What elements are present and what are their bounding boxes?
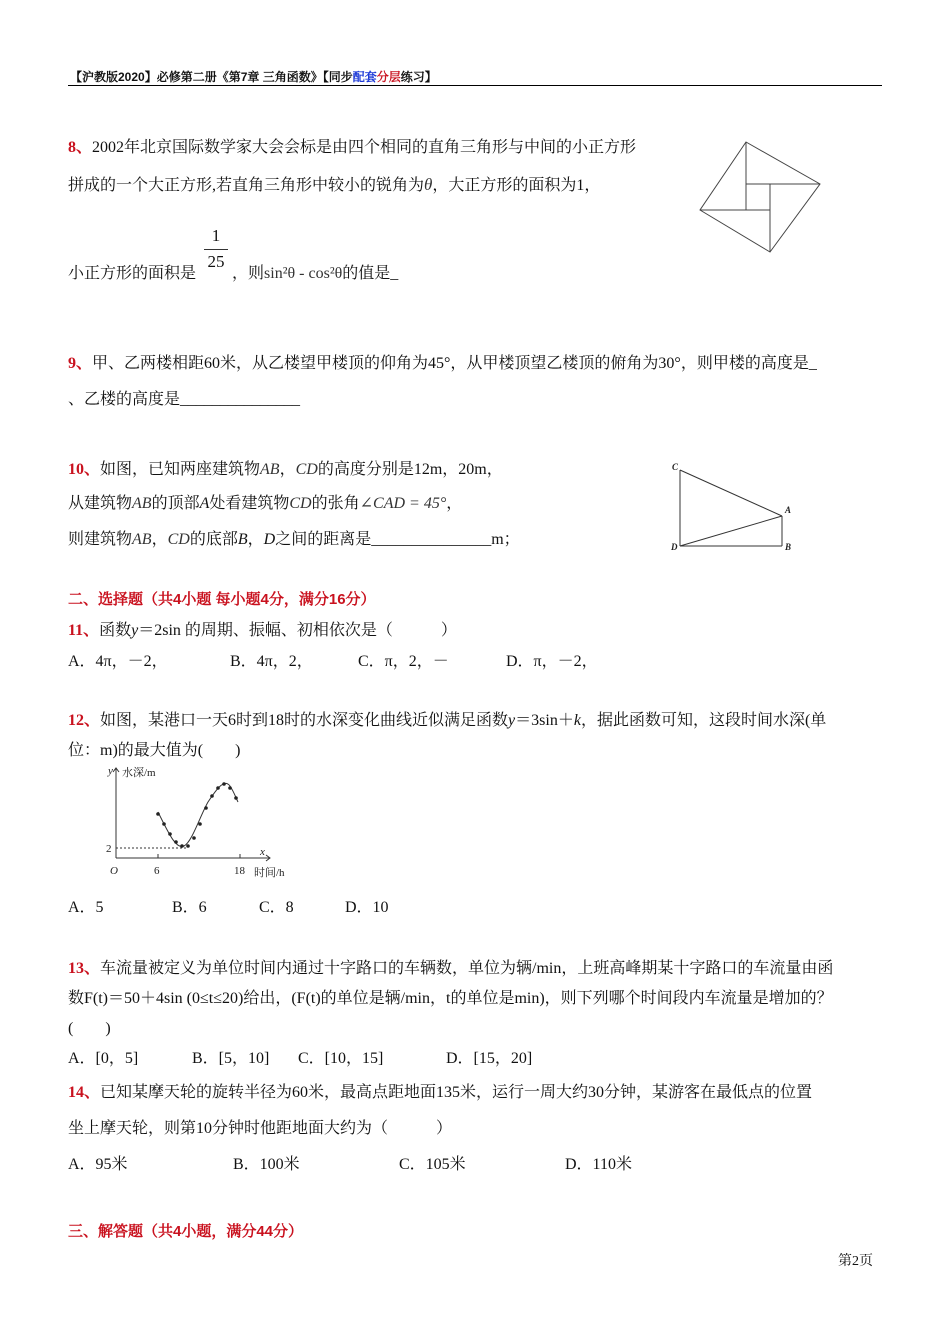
fraction-denominator: 25: [204, 249, 228, 272]
q10-sep-2: ，: [151, 531, 168, 548]
q10-line1: [68, 456, 503, 479]
x-axis-label: 时间/h: [254, 867, 285, 879]
q13-option-a[interactable]: A．[0，5]: [68, 1050, 139, 1067]
q12-text-1b: ＝3sin＋: [515, 712, 574, 729]
q10-text-3c: 之间的距离是_______________m；: [275, 531, 520, 548]
q8-line3: [68, 260, 398, 283]
origin-label: O: [110, 865, 118, 877]
q10-text-1a: 如图，已知两座建筑物: [100, 461, 261, 478]
q12-text-1c: ，据此函数可知，这段时间水深(单: [580, 712, 827, 729]
q10-number: 10、: [68, 461, 101, 478]
q10-cd: CD: [295, 461, 318, 478]
q10-line2: [68, 490, 462, 513]
q10-text-2e: ，: [446, 495, 463, 512]
q12-option-b[interactable]: B．6: [172, 899, 207, 916]
q8-text-3c: 的值是_: [342, 265, 399, 282]
q12-number: 12、: [68, 712, 101, 729]
q12-option-c[interactable]: C．8: [259, 899, 294, 916]
q8-text-1: 2002年北京国际数学家大会会标是由四个相同的直角三角形与中间的小正方形: [92, 139, 637, 156]
q10-comma: ，: [247, 531, 264, 548]
q8-text-2b: ，大正方形的面积为1，: [432, 177, 601, 194]
q10-ab-2: AB: [132, 495, 152, 512]
q10-point-a: A: [199, 495, 210, 512]
q8-theta: θ: [424, 175, 433, 194]
x-tick-6: 6: [154, 865, 160, 877]
q13-number: 13、: [68, 960, 101, 977]
q12-option-d[interactable]: D．10: [345, 899, 389, 916]
x-axis-letter: x: [260, 846, 265, 858]
water-depth-chart: [100, 762, 300, 886]
q13-line2: 数F(t)＝50＋4sin (0≤t≤20)给出，(F(t)的单位是辆/min，t的单位是min)，则下列哪个时间段内车流量是增加的？: [68, 990, 833, 1007]
q10-angle: ∠CAD = 45°: [359, 495, 447, 512]
q12-option-a[interactable]: A．5: [68, 899, 104, 916]
q14-text-1: 已知某摩天轮的旋转半径为60米，最高点距地面135米，运行一周大约30分钟，某游客在最低点的位置: [100, 1084, 813, 1101]
q9-number: 9、: [68, 355, 93, 372]
q8-number: 8、: [68, 139, 93, 156]
header-text: 【沪教版2020】必修第二册《第7章 三角函数》【同步: [70, 70, 353, 84]
q13-line1: [68, 955, 833, 978]
q14-number: 14、: [68, 1084, 101, 1101]
fraction-numerator: 1: [211, 226, 221, 245]
q11-text-a: 函数: [99, 622, 132, 639]
q11-y: y: [131, 622, 139, 639]
q12-line1: [68, 707, 826, 730]
outer-square: [700, 142, 820, 252]
q8-expression: sin²θ - cos²θ: [264, 265, 343, 282]
label-c: C: [672, 462, 679, 472]
q10-line3: [68, 526, 520, 549]
q12-text-1a: 如图，某港口一天6时到18时的水深变化曲线近似满足函数: [100, 712, 509, 729]
q8-text-2a: 拼成的一个大正方形,若直角三角形中较小的锐角为: [68, 177, 425, 194]
q14-option-d[interactable]: D．110米: [565, 1156, 632, 1173]
page-number: 第2页: [838, 1254, 873, 1269]
q10-text-3a: 则建筑物: [68, 531, 133, 548]
q12-line2: 位：m)的最大值为( ): [68, 742, 241, 759]
q10-cd-3: CD: [167, 531, 190, 548]
header-blue-text: 配套: [352, 70, 377, 84]
q11-option-b[interactable]: B．4π，2，: [230, 653, 313, 670]
q14-option-c[interactable]: C．105米: [399, 1156, 466, 1173]
q9-line1: [68, 350, 817, 373]
header-rule: [68, 85, 882, 86]
q10-text-1b: 的高度分别是12m，20m，: [317, 461, 503, 478]
q13-option-c[interactable]: C．[10，15]: [298, 1050, 384, 1067]
buildings-diagram: [668, 460, 798, 554]
q10-ab-3: AB: [132, 531, 152, 548]
q11-option-a[interactable]: A．4π，－2，: [68, 653, 168, 670]
q14-option-b[interactable]: B．100米: [233, 1156, 300, 1173]
section-3-title: 三、解答题（共4小题，满分44分）: [68, 1223, 304, 1240]
q9-text-2: 、乙楼的高度是_______________: [68, 391, 301, 408]
q12-k: k: [573, 712, 581, 729]
q14-option-a[interactable]: A．95米: [68, 1156, 128, 1173]
q12-y: y: [508, 712, 516, 729]
y-tick-2: 2: [106, 843, 112, 855]
q10-text-2c: 处看建筑物: [209, 495, 290, 512]
q10-sep: ，: [279, 461, 296, 478]
q9-text-1: 甲、乙两楼相距60米，从乙楼望甲楼顶的仰角为45°，从甲楼顶望乙楼顶的俯角为30°，则甲楼的高度是_: [92, 355, 817, 372]
q8-text-3a: 小正方形的面积是: [68, 265, 197, 282]
q14-line2: 坐上摩天轮，则第10分钟时他距地面大约为（ ）: [68, 1120, 453, 1137]
q9-line2: [68, 386, 300, 409]
q8-text-3b: ，则: [232, 265, 265, 282]
q11-stem: [68, 617, 457, 640]
q10-text-3b: 的底部: [189, 531, 238, 548]
y-axis-letter: y: [108, 765, 113, 777]
q8-line1: [68, 134, 636, 157]
header-text-end: 练习】: [400, 70, 437, 84]
q13-line3: ( ): [68, 1020, 111, 1037]
section-2-title: 二、选择题（共4小题 每小题4分，满分16分）: [68, 591, 376, 608]
page-header: [70, 68, 437, 85]
q11-option-c[interactable]: C．π，2，－: [358, 653, 449, 670]
label-a: A: [785, 505, 792, 515]
q13-text-1: 车流量被定义为单位时间内通过十字路口的车辆数，单位为辆/min，上班高峰期某十字路口的车流量由函: [100, 960, 834, 977]
q8-line2: [68, 172, 600, 195]
q10-text-2d: 的张角: [311, 495, 360, 512]
q13-option-b[interactable]: B．[5，10]: [192, 1050, 270, 1067]
x-tick-18: 18: [234, 865, 245, 877]
label-b: B: [785, 542, 792, 552]
q10-cd-2: CD: [289, 495, 312, 512]
q10-ab: AB: [260, 461, 280, 478]
curve-points: [156, 782, 238, 848]
q11-number: 11、: [68, 622, 100, 639]
q10-text-2b: 的顶部: [151, 495, 200, 512]
y-axis-label: 水深/m: [122, 767, 156, 779]
depth-curve: [158, 783, 238, 846]
q14-line1: [68, 1079, 812, 1102]
q11-option-d[interactable]: D．π，－2，: [506, 653, 598, 670]
q10-text-2a: 从建筑物: [68, 495, 133, 512]
q11-text-b: ＝2sin 的周期、振幅、初相依次是（ ）: [138, 622, 457, 639]
label-d: D: [671, 542, 678, 552]
header-red-text: 分层: [376, 70, 401, 84]
square-diagram: [696, 138, 824, 256]
q10-point-d: D: [263, 531, 276, 548]
q10-point-b: B: [237, 531, 248, 548]
q13-option-d[interactable]: D．[15，20]: [446, 1050, 533, 1067]
